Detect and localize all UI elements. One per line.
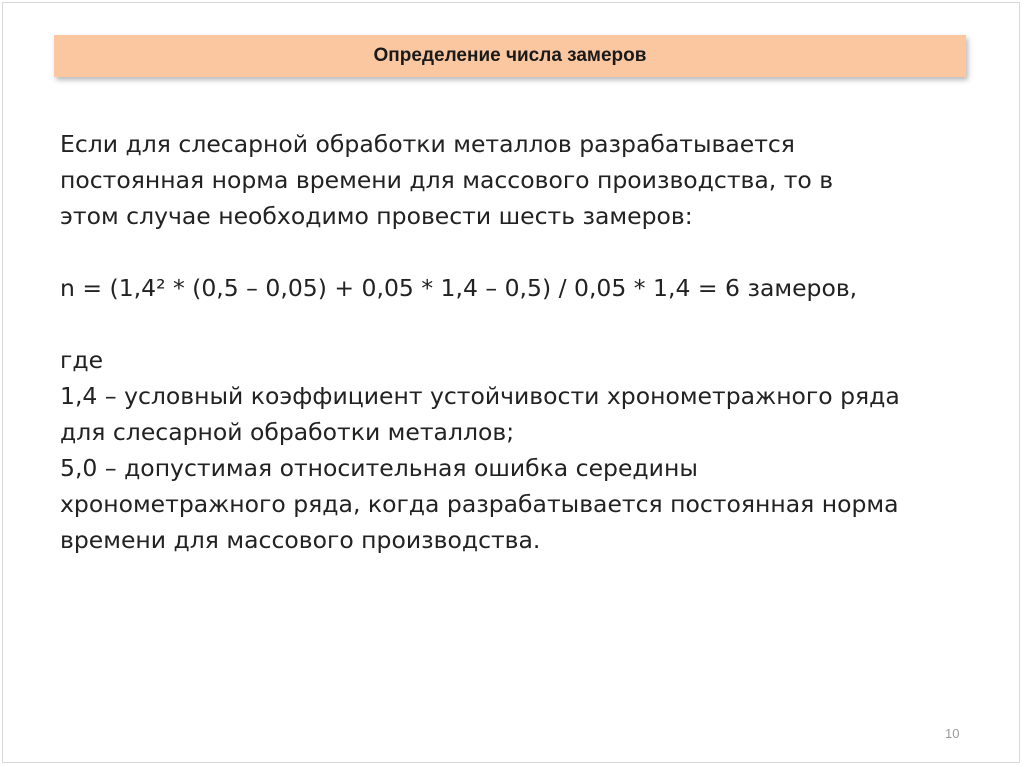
page-number: 10 [945,726,960,741]
definition-line: хронометражного ряда, когда разрабатывается постоянная норма [60,490,899,518]
formula-line: n = (1,4² * (0,5 – 0,05) + 0,05 * 1,4 – 0,5) / 0,05 * 1,4 = 6 замеров, [60,274,858,302]
paragraph-line: этом случае необходимо провести шесть замеров: [60,202,693,230]
paragraph-line: постоянная норма времени для массового производства, то в [60,166,834,194]
slide-title: Определение числа замеров [373,45,647,66]
spacer [60,234,960,270]
definition-line: времени для массового производства. [60,526,541,554]
slide-body [60,126,960,558]
where-label: где [60,346,104,374]
spacer [60,306,960,342]
definition-line: 1,4 – условный коэффициент устойчивости хронометражного ряда [60,382,900,410]
definition-line: 5,0 – допустимая относительная ошибка середины [60,454,698,482]
title-bar [54,35,966,77]
paragraph-line: Если для слесарной обработки металлов разрабатывается [60,130,795,158]
definition-line: для слесарной обработки металлов; [60,418,515,446]
